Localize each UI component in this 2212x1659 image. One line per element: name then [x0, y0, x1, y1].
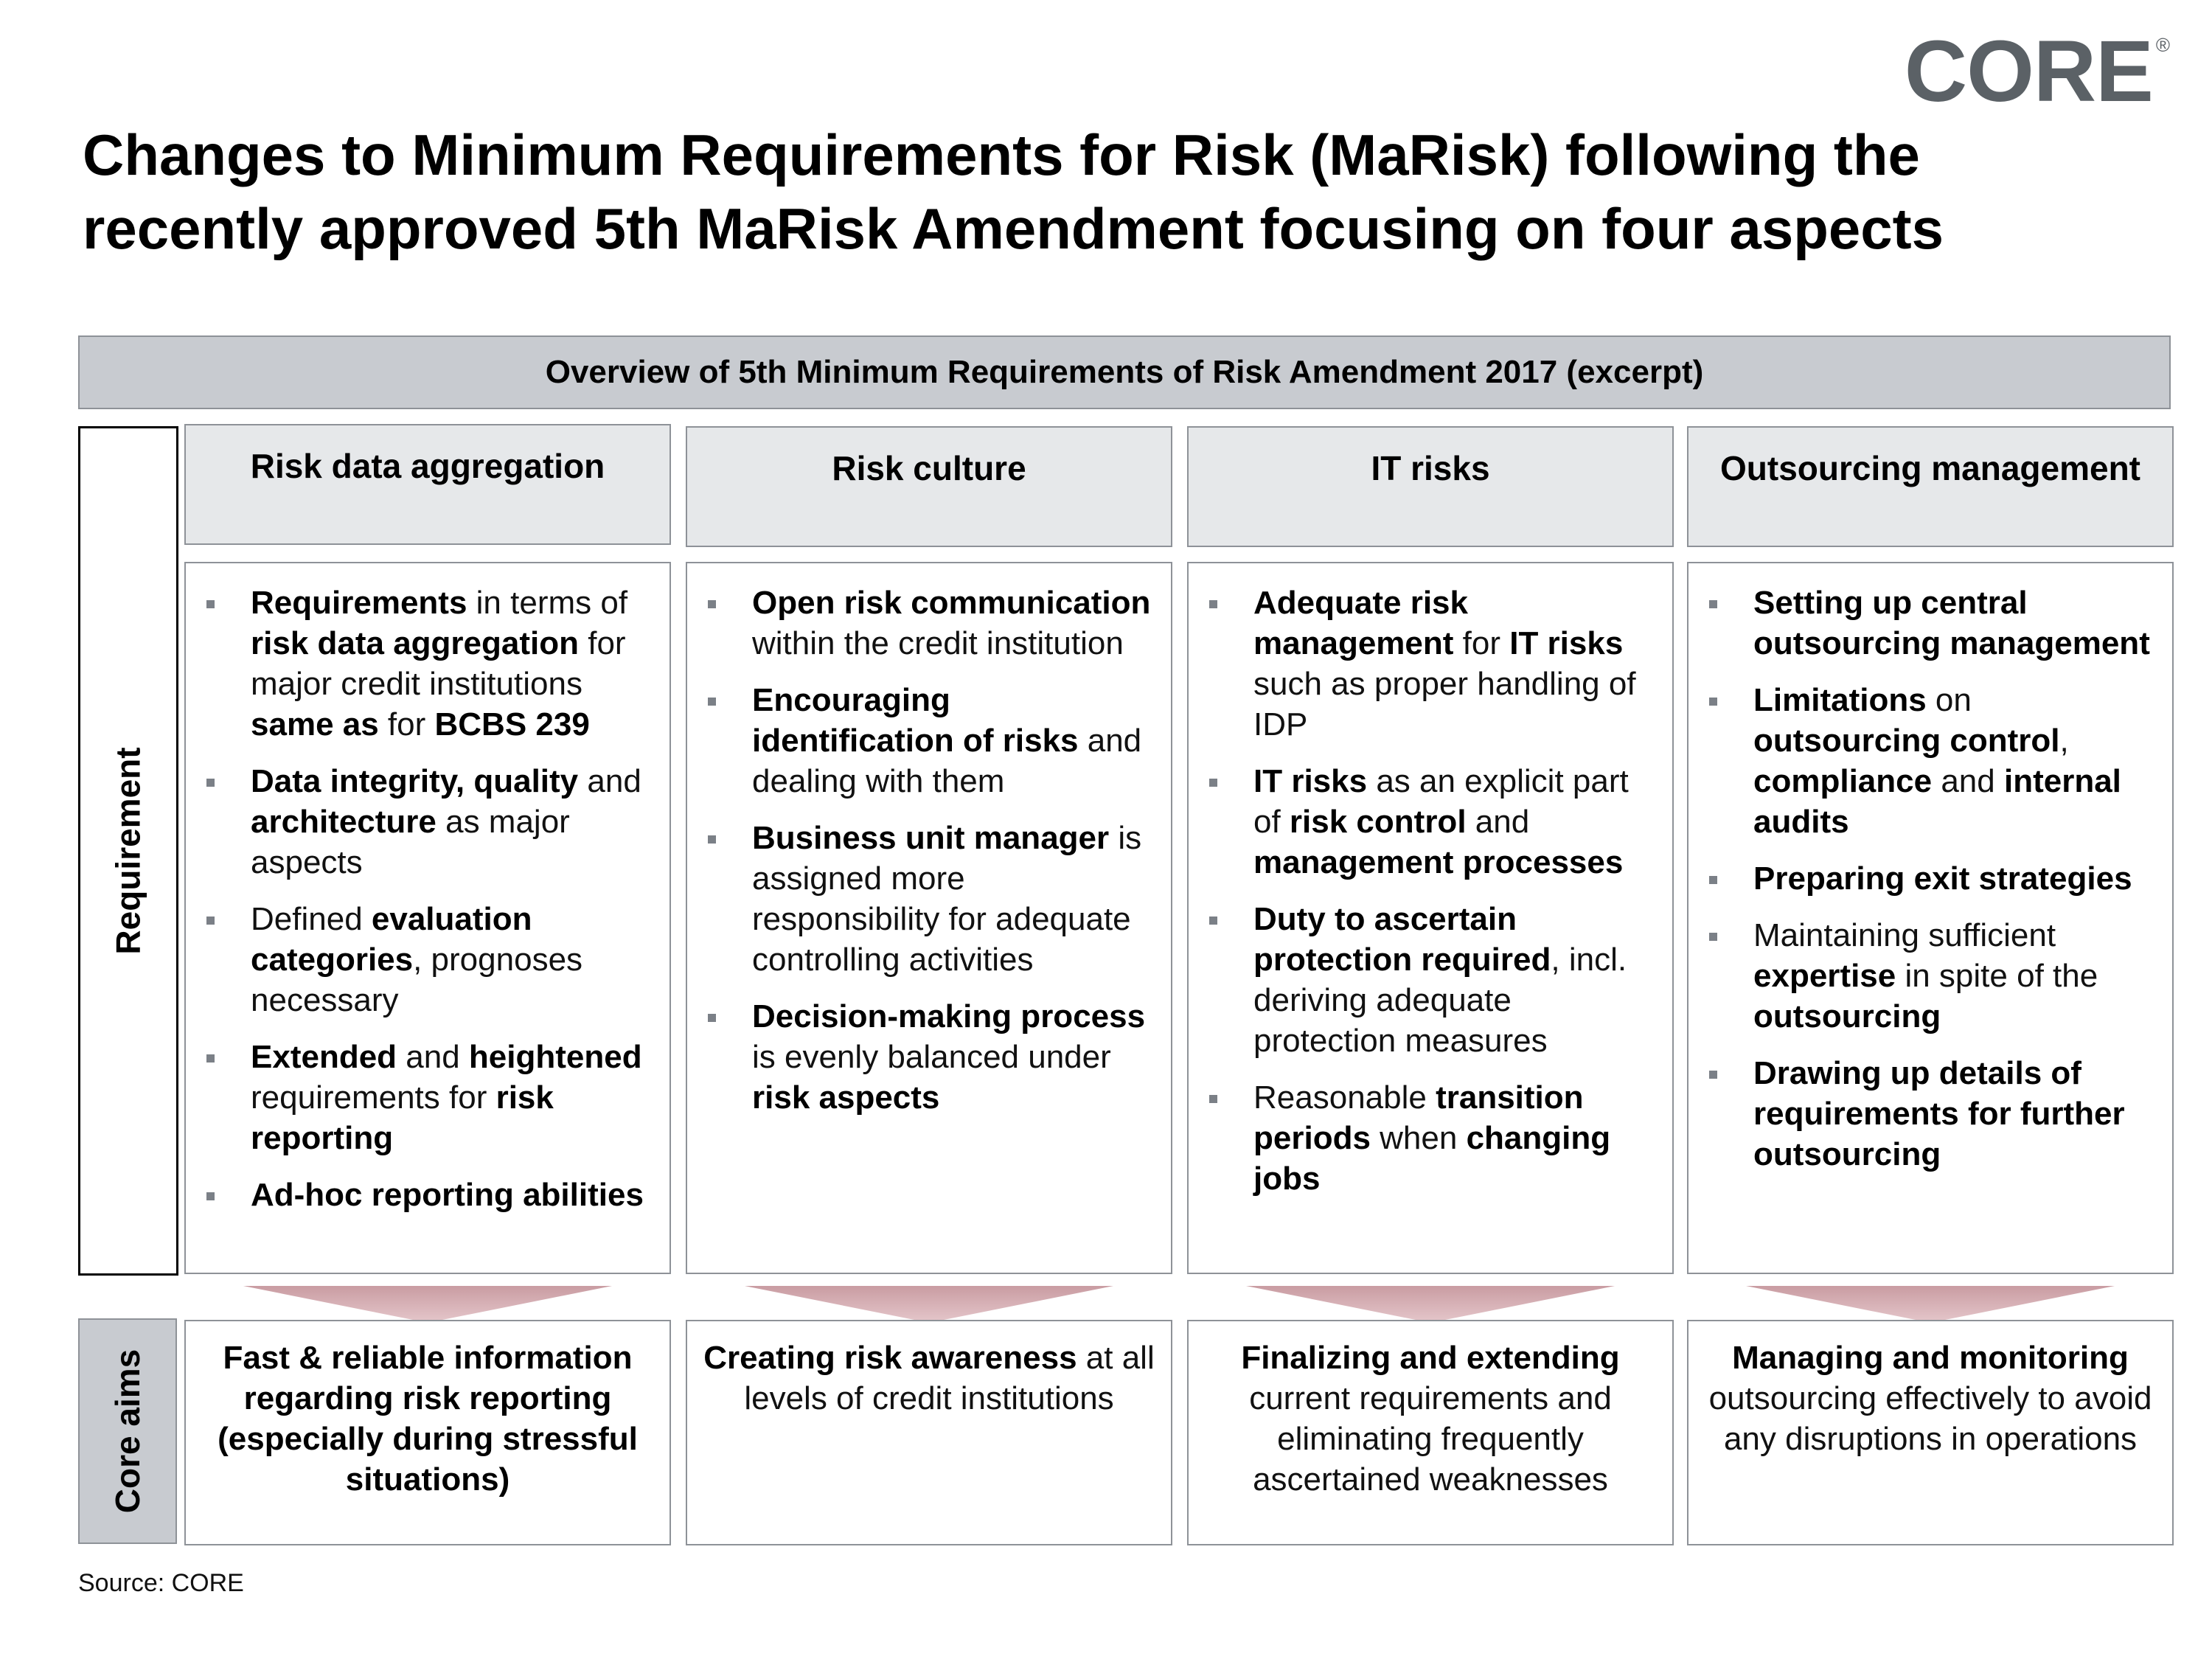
core-aim-it-risks: Finalizing and extending current requirements and eliminating frequently ascertained weaknesses	[1187, 1320, 1674, 1545]
requirements-box-risk-data-aggregation	[184, 562, 671, 1274]
down-chevron-arrow	[745, 1286, 1113, 1323]
core-aim-risk-culture: Creating risk awareness at all levels of credit institutions	[686, 1320, 1172, 1545]
overview-header: Overview of 5th Minimum Requirements of Risk Amendment 2017 (excerpt)	[78, 335, 2171, 409]
core-logo: CORE ®	[1904, 23, 2169, 120]
requirement-bullet: Ad-hoc reporting abilities	[205, 1175, 655, 1215]
requirement-bullet: Business unit manager is assigned more responsibility for adequate controlling activities	[706, 818, 1156, 980]
requirement-bullet: Maintaining sufficient expertise in spite of the outsourcing	[1708, 915, 2157, 1037]
requirement-bullet: Limitations on outsourcing control, compliance and internal audits	[1708, 680, 2157, 842]
requirement-bullet: Reasonable transition periods when changing jobs	[1208, 1077, 1658, 1199]
core-aim-risk-data-aggregation: Fast & reliable information regarding risk reporting (especially during stressful situations)	[184, 1320, 671, 1545]
requirement-bullet: Data integrity, quality and architecture as major aspects	[205, 761, 655, 883]
requirement-bullet: Drawing up details of requirements for further outsourcing	[1708, 1053, 2157, 1175]
requirements-box-it-risks	[1187, 562, 1674, 1274]
column-heading-outsourcing-management: Outsourcing management	[1687, 426, 2174, 547]
core-aims-row-label: Core aims	[78, 1318, 177, 1544]
down-chevron-arrow	[243, 1286, 612, 1323]
requirements-box-outsourcing-management	[1687, 562, 2174, 1274]
requirement-bullet: IT risks as an explicit part of risk control and management processes	[1208, 761, 1658, 883]
column-heading-risk-culture: Risk culture	[686, 426, 1172, 547]
requirement-bullet: Duty to ascertain protection required, incl. deriving adequate protection measures	[1208, 899, 1658, 1061]
core-aim-outsourcing-management: Managing and monitoring outsourcing effectively to avoid any disruptions in operations	[1687, 1320, 2174, 1545]
requirement-bullet: Extended and heightened requirements for risk reporting	[205, 1037, 655, 1158]
requirement-row-label: Requirement	[78, 426, 178, 1276]
requirement-bullet: Requirements in terms of risk data aggregation for major credit institutions same as for BCBS 239	[205, 582, 655, 745]
requirement-bullet: Decision-making process is evenly balanced under risk aspects	[706, 996, 1156, 1118]
requirement-bullet: Setting up central outsourcing management	[1708, 582, 2157, 664]
page-title: Changes to Minimum Requirements for Risk (MaRisk) following the recently approved 5th MaRisk Amendment focusing on four aspects	[83, 122, 1944, 261]
column-heading-it-risks: IT risks	[1187, 426, 1674, 547]
requirement-bullet: Adequate risk management for IT risks such as proper handling of IDP	[1208, 582, 1658, 745]
requirement-bullet: Encouraging identification of risks and dealing with them	[706, 680, 1156, 801]
source-note: Source: CORE	[78, 1569, 244, 1597]
requirement-bullet: Open risk communication within the credit institution	[706, 582, 1156, 664]
requirements-box-risk-culture	[686, 562, 1172, 1274]
column-heading-risk-data-aggregation: Risk data aggregation	[184, 424, 671, 545]
down-chevron-arrow	[1746, 1286, 2115, 1323]
requirement-bullet: Defined evaluation categories, prognoses necessary	[205, 899, 655, 1020]
requirement-bullet: Preparing exit strategies	[1708, 858, 2157, 899]
down-chevron-arrow	[1246, 1286, 1615, 1323]
